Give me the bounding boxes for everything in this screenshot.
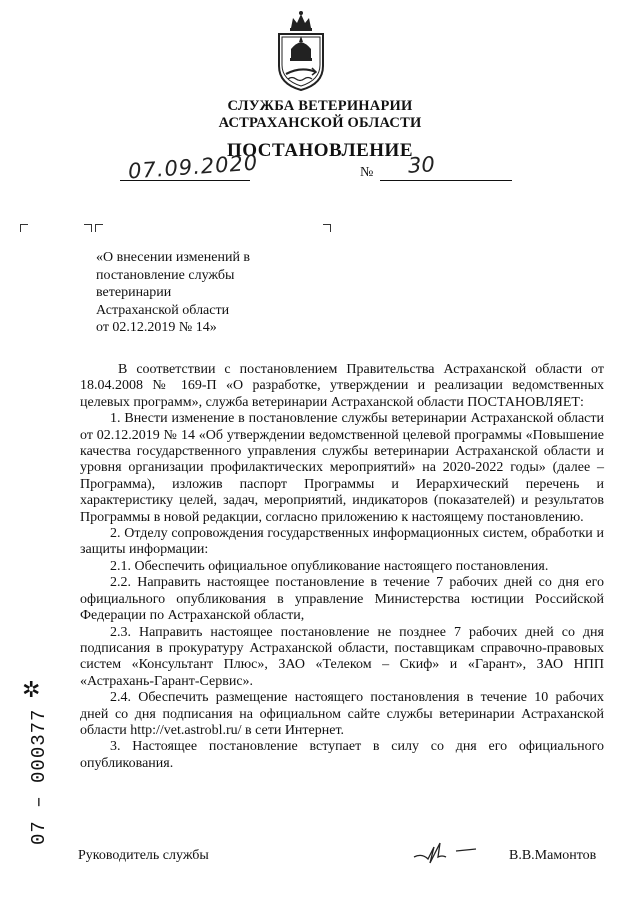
paragraph-2-4: 2.4. Обеспечить размещение настоящего постановления в течение 10 рабочих дней со дня подписания на официальном сайте службы ветеринарии Астраханской области http://vet.astrobl.ru/ в сети Интернет. [80, 690, 604, 738]
subject-line: ветеринарии [96, 285, 172, 300]
signer-name: В.В.Мамонтов [509, 848, 597, 863]
number-label: № [360, 165, 374, 180]
preamble-paragraph: В соответствии с постановлением Правительства Астраханской области от 18.04.2008 № 169-П «О разработке, утверждении и реализации ведомственных целевых программ», служба ветеринарии Астраханской области ПОСТАНОВЛЯЕТ: [80, 362, 604, 410]
document-type-title: ПОСТАНОВЛЕНИЕ [226, 140, 414, 161]
paragraph-2-2: 2.2. Направить настоящее постановление в течение 7 рабочих дней со дня его официального опубликования в управление Министерства юстиции Российской Федерации по Астраханской области, [80, 575, 604, 624]
registration-number: 07 – 000377 [28, 708, 50, 845]
paragraph-2: 2. Отделу сопровождения государственных информационных систем, обработки и защиты информации: [80, 526, 604, 558]
organization-name-line-1: СЛУЖБА ВЕТЕРИНАРИИ [227, 98, 413, 114]
corner-bracket-left-outer [20, 224, 28, 232]
paragraph-2-3: 2.3. Направить настоящее постановление не позднее 7 рабочих дней со дня подписания в прокуратуру Астраханской области, поставщикам справочно-правовых систем «Консультант Плюс», ЗАО «Телеком – Скиф» и «Гарант», ЗАО НПП «Астрахань-Гарант-Сервис». [80, 624, 604, 689]
subject-line: «О внесении изменений в [96, 250, 251, 265]
corner-bracket-left-inner [84, 224, 92, 232]
subject-line: Астраханской области [96, 302, 230, 318]
subject-line: от 02.12.2019 № 14» [96, 320, 217, 335]
date-underline [120, 180, 250, 181]
corner-bracket-right [323, 224, 331, 232]
handwritten-signature-icon [410, 835, 480, 867]
paragraph-3: 3. Настоящее постановление вступает в силу со дня его официального опубликования. [80, 739, 604, 771]
organization-name [0, 98, 640, 132]
document-subject [96, 249, 296, 337]
subject-line: постановление службы [96, 267, 235, 283]
margin-mark: ✲ [22, 678, 41, 703]
number-underline [380, 180, 512, 181]
registration-stamp [26, 708, 50, 845]
organization-name-line-2: АСТРАХАНСКОЙ ОБЛАСТИ [218, 115, 422, 131]
document-body [80, 362, 604, 772]
coat-of-arms-icon [266, 8, 336, 94]
paragraph-2-1: 2.1. Обеспечить официальное опубликование настоящего постановления. [110, 558, 549, 574]
paragraph-1: 1. Внести изменение в постановление службы ветеринарии Астраханской области от 02.12.2019 № 14 «Об утверждении ведомственной целевой программы «Повышение качества государственного управления службы ветеринарии Астраханской области и уровня организации профилактических мероприятий» на 2020-2022 годы» (далее – Программа), изложив паспорт Программы и Иерархический перечень и характеристику целей, задач, мероприятий, индикаторов (показателей) и результатов Программы в новой редакции, согласно приложению к настоящему постановлению. [80, 411, 604, 525]
handwritten-date: 07.09.2020 [127, 150, 259, 184]
handwritten-number: 30 [407, 152, 436, 178]
corner-bracket-left-inner-2 [95, 224, 103, 232]
signer-role: Руководитель службы [78, 848, 209, 863]
